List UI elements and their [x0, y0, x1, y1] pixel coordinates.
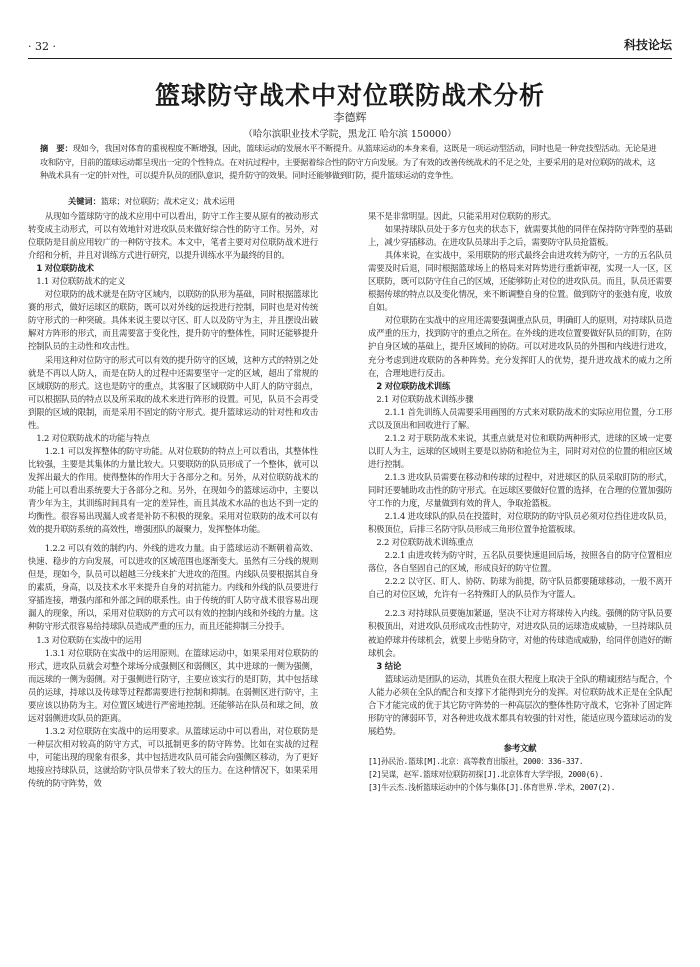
- body-paragraph: 篮球运动是团队的运动，其胜负在很大程度上取决于全队的精诚团结与配合，个人能力必须在全队的配合和支撑下才能得到充分的发挥。对位联防战术正是在全队配合下才能完成的优于其它防守阵势的一种高层次的整体性防守战术，它弥补了固定阵形防守的薄弱环节，对各种进攻战术都具有较强的针对性，能适应现今篮球运动的发展趋势。: [368, 673, 672, 736]
- body-paragraph: 1.2.2 可以有效的制约内、外线的进攻力量。由于篮球运动不断朝着高效、快速、稳步的方向发展，可以进攻的区域范围也逐渐变大。虽然有三分线的规则但是，现如今，队员可以超越三分线来扩大进攻的范围。内线队员要根据其自身的素质，身高，以及技术水平来提升自身的对抗能力。内线和外线的队员要进行穿插连接，增强内部和外部之间的联系性。由于传统的盯人防守战术很容易出现漏人的现象，所以，采用对位联防的方式可以有效的控制内线和外线的力量。这种防守形式很容易给持球队员造成严重的压力，而且还能抑制三分投手。: [28, 543, 318, 632]
- subsection-heading: 2.1 对位联防战术训练步骤: [376, 393, 474, 404]
- body-paragraph: 2.1.1 首先训练人员需要采用画图的方式来对联防战术的实际应用位置，分工形式以及顶出和回收进行了解。: [368, 406, 672, 430]
- abstract-label: 摘 要：: [40, 143, 73, 153]
- body-paragraph: 2.2.1 由进攻转为防守时，五名队员要快速退回后场，按照各自的防守位置相应落位，各自坚固自己的区域，形成良好的防守位置。: [368, 550, 672, 574]
- body-paragraph: 2.1.3 进攻队员需要在移动和传球的过程中，对进球区的队员采取盯防的形式，同时还要辅助攻击性的防守形式。在远球区要做好位置的选择，在合理的位置加强防守工作的力度，尽量做到有效的背人，争取抢篮板。: [368, 471, 672, 509]
- body-paragraph: 2.1.4 进攻球队的队员在投篮时，对位联防的防守队员必须对位挡住进攻队员，积极顶位，后排三名防守队员形成三角形位置争抢篮板球。: [368, 511, 672, 535]
- body-paragraph: 1.2.1 可以发挥整体的防守功能。从对位联防的特点上可以看出，其整体性比较强，主要是其集体的力量比较大。只要联防的队员形成了一个整体，就可以发挥出最大的作用。使得整体的作用大于各部分之和。另外，从对位联防战术的功能上可以看出系统要大于各部分之和。另外，在现如今的篮球运动中，主要以青少年为主，其训练时间具有一定的差异性，而且其战术水品的也达不到一定的均衡性。很容易出现漏人或者是补防不积极的现象。采用对位联防的战术可以有效的提升联防系统的高效性，增强团队的凝聚力，发挥整体功能。: [28, 445, 318, 535]
- reference-item: [1]孙民治.篮球[M].北京：高等教育出版社，2000：336-337.: [368, 756, 584, 766]
- affiliation: （哈尔滨职业技术学院，黑龙江 哈尔滨 150000）: [243, 129, 457, 140]
- left-column: [28, 210, 318, 790]
- section-tag: 科技论坛: [623, 38, 672, 52]
- abstract: [40, 142, 662, 183]
- reference-item: [2]吴谋，赵军.篮球对位联防初探[J].北京体育大学学报，2000(6).: [368, 769, 604, 779]
- body-paragraph: 对位联防在实战中的应用还需要强调重点队员，明确盯人的原则，对持球队员造成严重的压力，找到防守的重点之所在。在外线的进攻位置要做好队员的盯防，在防护自身区域的基础上，提升区域间的协防。可以对进攻队员的外围和内线进行进攻，充分考虑到进攻联防的各种阵势。充分发挥盯人的优势，提升进攻战术的威力之所在，合理地进行反击。: [368, 315, 672, 378]
- body-paragraph: 2.2.3 对持球队员要施加紧逼，坚决不让对方将球传入内线。强侧的防守队员要积极顶出，对进攻队员形成攻击性防守，对进攻队员的运球造成威胁，一旦持球队员被迫停球并传球机会，就要上步贴身防守，对他的传球造成威胁，给同伴创造好的断球机会。: [368, 608, 672, 658]
- author: 李德辉: [333, 111, 367, 124]
- section-heading: 3 结论: [376, 660, 402, 671]
- body-paragraph: 2.2.2 以守区、盯人、协防、防球为前提，防守队员都要随球移动，一般不离开自己的对位区域，允许有一名特殊盯人的队员作为守篮人。: [368, 576, 672, 600]
- body-paragraph: 2.1.2 对于联防战术来说，其重点就是对位和联防两种形式，进球的区域一定要以盯人为主，远球的区域则主要是以协防和抢位为主，同时对对位的位置的相应区域进行控制。: [368, 432, 672, 469]
- body-paragraph: 对位联防的战术就是在防守区域内，以联防的队形为基础，同时根据篮球比赛的形式，做好运球区的联防，既可以对外线的远投进行控制，同时也是对传统防守形式的一种突破。具体来说主要以守区、盯人以及防守为主，并且摆设出破解对方阵形的形式，而且需要富于变化性，提升防守的整体性，同时还能够提升控制队员的主动性和攻击性。: [28, 289, 318, 352]
- body-paragraph: 具体来说，在实战中，采用联防的形式最终会由进攻转为防守，一方的五名队员需要及时后退，同时根据篮球场上的格局来对阵势进行重新审视，实现一人一区，区区联防，既可以防守住自己的区域，还能够防止对位的进攻队员。而且，队员还需要根据传球的特点以及变化情况，来不断调整自身的位置。做到防守的张弛有度，收放自如。: [368, 250, 672, 313]
- subsection-heading: 1.2 对位联防战术的功能与特点: [36, 432, 150, 443]
- body-paragraph: 如果持球队员处于多方包夹的状态下，就需要其他的同伴在保持防守阵型的基础上，减少穿插移动。在进攻队员球出手之后，需要防守队员抢篮板。: [368, 224, 672, 248]
- abstract-text: 现如今，我国对体育的重视程度不断增强，因此，篮球运动的发展水平不断提升。从篮球运动的本身来看，这既是一项运动型活动，同时也是一种竞技型活动。无论是进攻和防守，目前的篮球运动都呈现出一定的个性特点。在对抗过程中，主要据着综合性的防守方向发展。为了有效的改善传统战术的不足之处，主要采用的是对位联防的战术，这种战术具有一定的针对性，可以提升队员的团队意识，提升防守的效果。同时还能够做到盯防，提升篮球运动的竞争性。: [40, 143, 657, 181]
- page-header: [28, 34, 672, 56]
- section-heading: 2 对位联防战术训练: [376, 380, 451, 391]
- subsection-heading: 1.3 对位联防在实战中的运用: [36, 634, 142, 645]
- article-title: 篮球防守战术中对位联防战术分析: [154, 81, 545, 110]
- body-paragraph: 1.3.2 对位联防在实战中的运用要求。从篮球运动中可以看出，对位联防是一种层次相对较高的防守方式，可以抵制更多的防守阵势。比如在实战的过程中，可能出现的现象有很多，其中包括进攻队员可能会向强侧区移动，为了更好地接应持球队员，这就给防守队员带来了较大的压力。在这种情况下，如果采用传统的防守阵势，效: [28, 725, 318, 789]
- references-title: 参考文献: [503, 742, 537, 753]
- subsection-heading: 1.1 对位联防战术的定义: [36, 276, 126, 287]
- section-heading: 1 对位联防战术: [36, 263, 94, 274]
- right-column: [368, 210, 672, 794]
- body-paragraph: 采用这种对位防守的形式可以有效的提升防守的区域，这种方式的特别之处就是不再以人防人，而是在防人的过程中还需要坚守一定的区域，超出了常规的区域联防的形式。这也是防守的重点，其客服了区域联防中人盯人的防守弱点，可以根据队员的特点以及所采取的战术来进行阵形的设置。可见，队员不会再受到限的区域的限制，而是采用不固定的防守形式。提升篮球运动的针对性和攻击性。: [28, 354, 318, 430]
- body-paragraph: 1.3.1 对位联防在实战中的运用原则。在篮球运动中，如果采用对位联防的形式，进攻队员就会对整个球场分成强侧区和弱侧区，其中进球的一侧为强侧，而远球的一侧为弱侧。对于强侧进行防守，主要应该实行的是盯防，其中包括球员的运球，持球以及传球等过程都需要进行控制和抑制。在弱侧区进行防守，主要应该以协防为主。对位置区域进行严密地控制。还能够站在队员和球之间，放远对弱侧进攻队员的距离。: [28, 647, 318, 723]
- keywords: [68, 196, 668, 207]
- header-rule: [28, 58, 672, 59]
- page-number: · 32 ·: [28, 40, 56, 53]
- body-paragraph: 从现如今篮球防守的战术应用中可以看出，防守工作主要从原有的被动形式转变成主动形式，可以有效地针对进攻队员来做好综合性的防守工作。另外，对位联防是目前应用较广的一种防守技术。本文中，笔者主要对对位联防战术进行介绍和分析，并且对训练方式进行研究，以提升训练水平为最终的目的。: [28, 211, 318, 261]
- body-paragraph: 果不是非常明显。因此，只能采用对位联防的形式。: [368, 211, 557, 221]
- subsection-heading: 2.2 对位联防战术训练重点: [376, 537, 474, 548]
- keywords-text: 篮球；对位联防；战术定义；战术运用: [100, 196, 235, 206]
- keywords-label: 关键词：: [68, 196, 101, 206]
- reference-item: [3]牛云杰.浅析篮球运动中的个体与集体[J].体育世界.学术，2007(2).: [368, 783, 616, 793]
